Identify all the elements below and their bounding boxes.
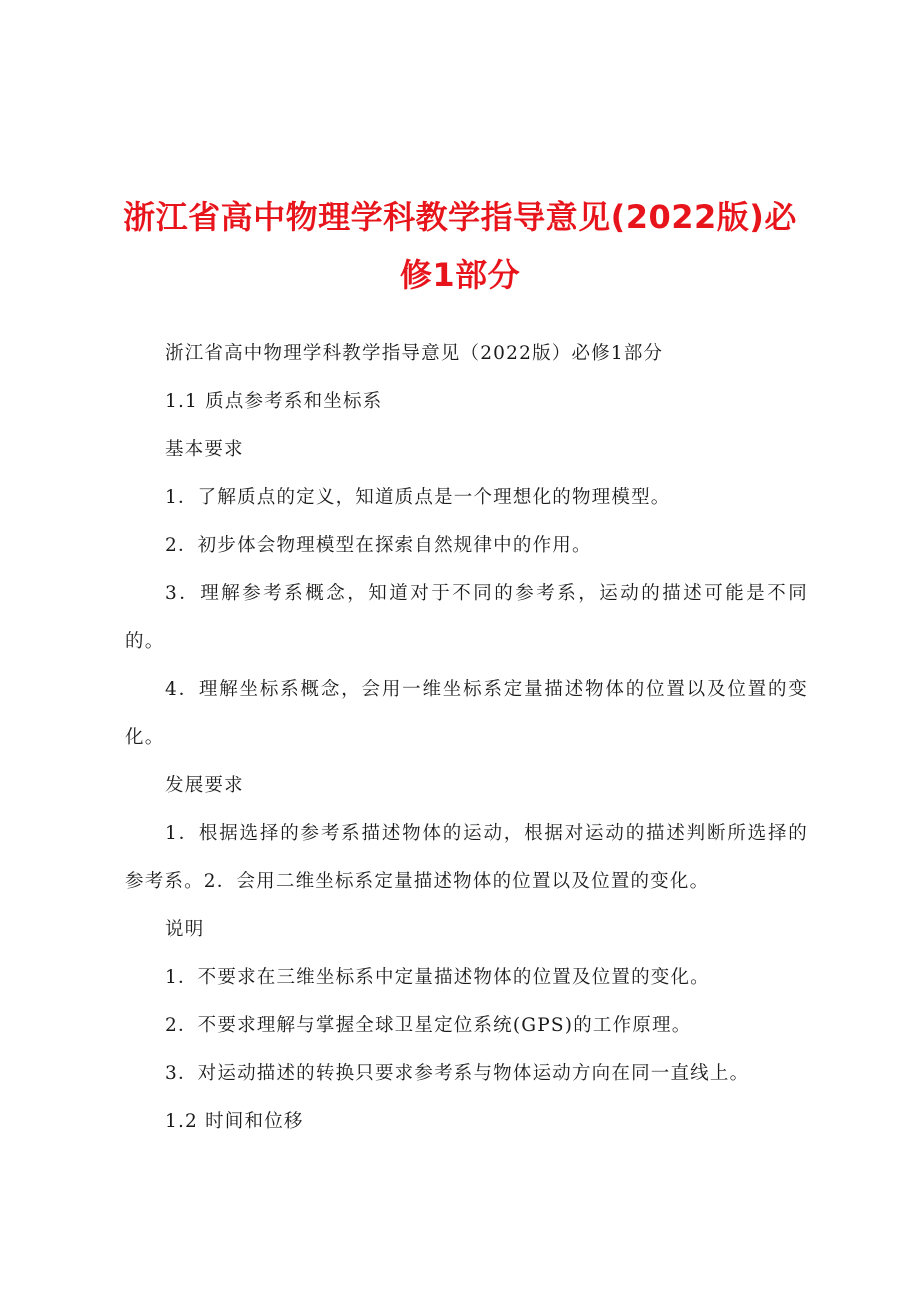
paragraph-note-3: 3．对运动描述的转换只要求参考系与物体运动方向在同一直线上。 — [165, 1063, 750, 1084]
paragraph-note-1: 1．不要求在三维坐标系中定量描述物体的位置及位置的变化。 — [165, 967, 710, 988]
subheading-basic-requirements: 基本要求 — [165, 439, 244, 460]
paragraph-development-1: 1．根据选择的参考系描述物体的运动，根据对运动的描述判断所选择的参考系。2．会用二维坐标系定量描述物体的位置以及位置的变化。 — [125, 823, 808, 892]
subheading-development-requirements: 发展要求 — [165, 775, 244, 796]
document-body — [125, 330, 808, 1146]
paragraph-note-2: 2．不要求理解与掌握全球卫星定位系统(GPS)的工作原理。 — [165, 1015, 692, 1036]
section-heading-1-2: 1.2 时间和位移 — [165, 1111, 304, 1132]
paragraph-basic-2: 2．初步体会物理模型在探索自然规律中的作用。 — [165, 535, 592, 556]
paragraph-basic-3: 3．理解参考系概念，知道对于不同的参考系，运动的描述可能是不同的。 — [125, 583, 808, 652]
document-title: 浙江省高中物理学科教学指导意见(2022版)必修1部分 — [123, 198, 797, 294]
paragraph-basic-4: 4．理解坐标系概念，会用一维坐标系定量描述物体的位置以及位置的变化。 — [125, 679, 808, 748]
section-heading-1-1: 1.1 质点参考系和坐标系 — [165, 391, 383, 412]
subheading-notes: 说明 — [165, 919, 205, 940]
paragraph-basic-1: 1．了解质点的定义，知道质点是一个理想化的物理模型。 — [165, 487, 671, 508]
paragraph-doc-name: 浙江省高中物理学科教学指导意见（2022版）必修1部分 — [165, 343, 664, 364]
